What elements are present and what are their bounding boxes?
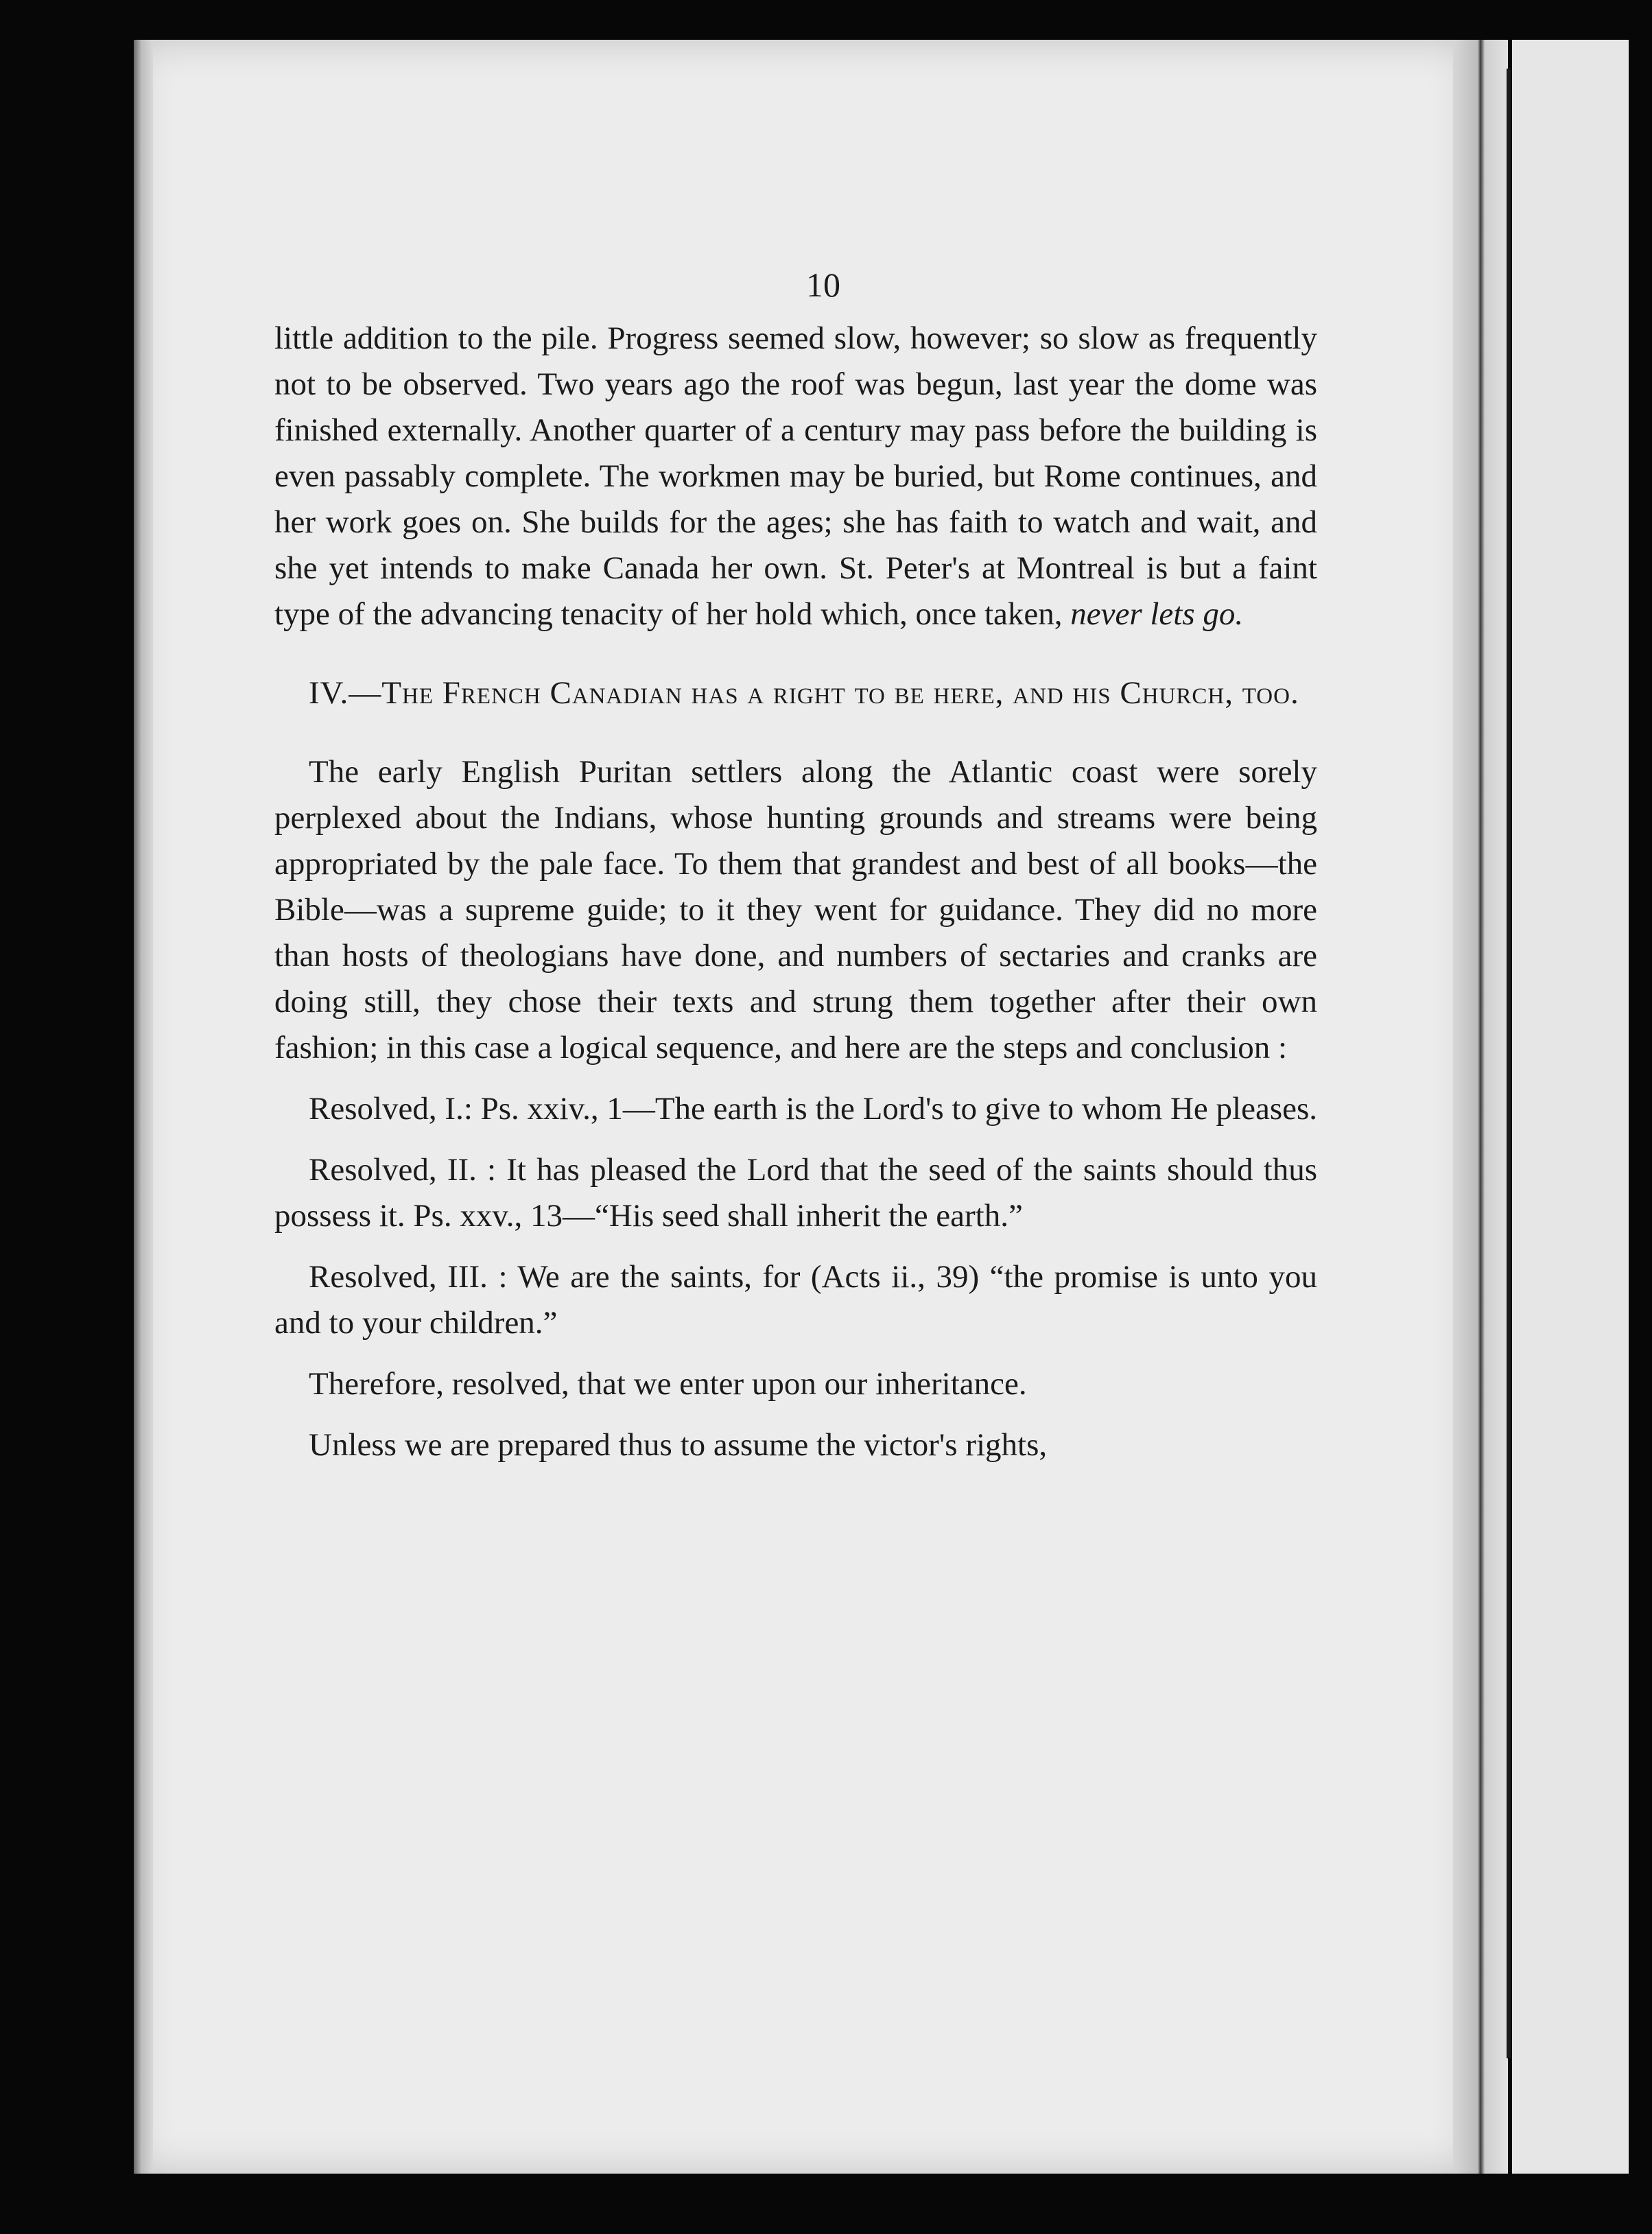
page-number: 10 <box>806 266 840 304</box>
book-gutter <box>1453 40 1508 2174</box>
emphasis-never-lets-go: never lets go. <box>1070 596 1244 632</box>
paragraph-rome <box>274 316 1317 637</box>
resolution-conclusion: Therefore, resolved, that we enter upon our inheritance. <box>309 1366 1027 1402</box>
page-text <box>274 261 1317 1468</box>
paragraph-victors-rights: Unless we are prepared thus to assume the victor's rights, <box>309 1427 1048 1463</box>
resolution-two: Resolved, II. : It has pleased the Lord that the seed of the saints should thus possess it. Ps. xxv., 13—“His seed shall inherit the earth.” <box>274 1152 1317 1234</box>
resolution-three: Resolved, III. : We are the saints, for (Acts ii., 39) “the promise is unto you and to your children.” <box>274 1259 1317 1341</box>
facing-page <box>1512 40 1629 2174</box>
binding-stitch <box>1507 69 1511 2058</box>
page-edge <box>134 40 153 2174</box>
section-heading-iv: IV.—The French Canadian has a right to be here, and his Church, too. <box>309 675 1299 711</box>
paragraph-rome-text: little addition to the pile. Progress seemed slow, however; so slow as frequently not to be observed. Two years ago the roof was begun, last year the dome was finished externally. Another quarter of a century may pass before the building is even passably complete. The workmen may be buried, but Rome continues, and her work goes on. She builds for the ages; she has faith to watch and wait, and she yet intends to make Canada her own. St. Peter's at Montreal is but a faint type of the advancing tenacity of her hold which, once taken, <box>274 320 1317 632</box>
resolution-one: Resolved, I.: Ps. xxiv., 1—The earth is the Lord's to give to whom He pleases. <box>309 1091 1318 1127</box>
paragraph-puritans: The early English Puritan settlers along the Atlantic coast were sorely perplexed about the Indians, whose hunting grounds and streams were being appropriated by the pale face. To them that grandest and best of all books—the Bible—was a supreme guide; to it they went for guidance. They did no more than hosts of theologians have done, and numbers of sectaries and cranks are doing still, they chose their texts and strung them together after their own fashion; in this case a logical sequence, and here are the steps and conclusion : <box>274 754 1317 1066</box>
